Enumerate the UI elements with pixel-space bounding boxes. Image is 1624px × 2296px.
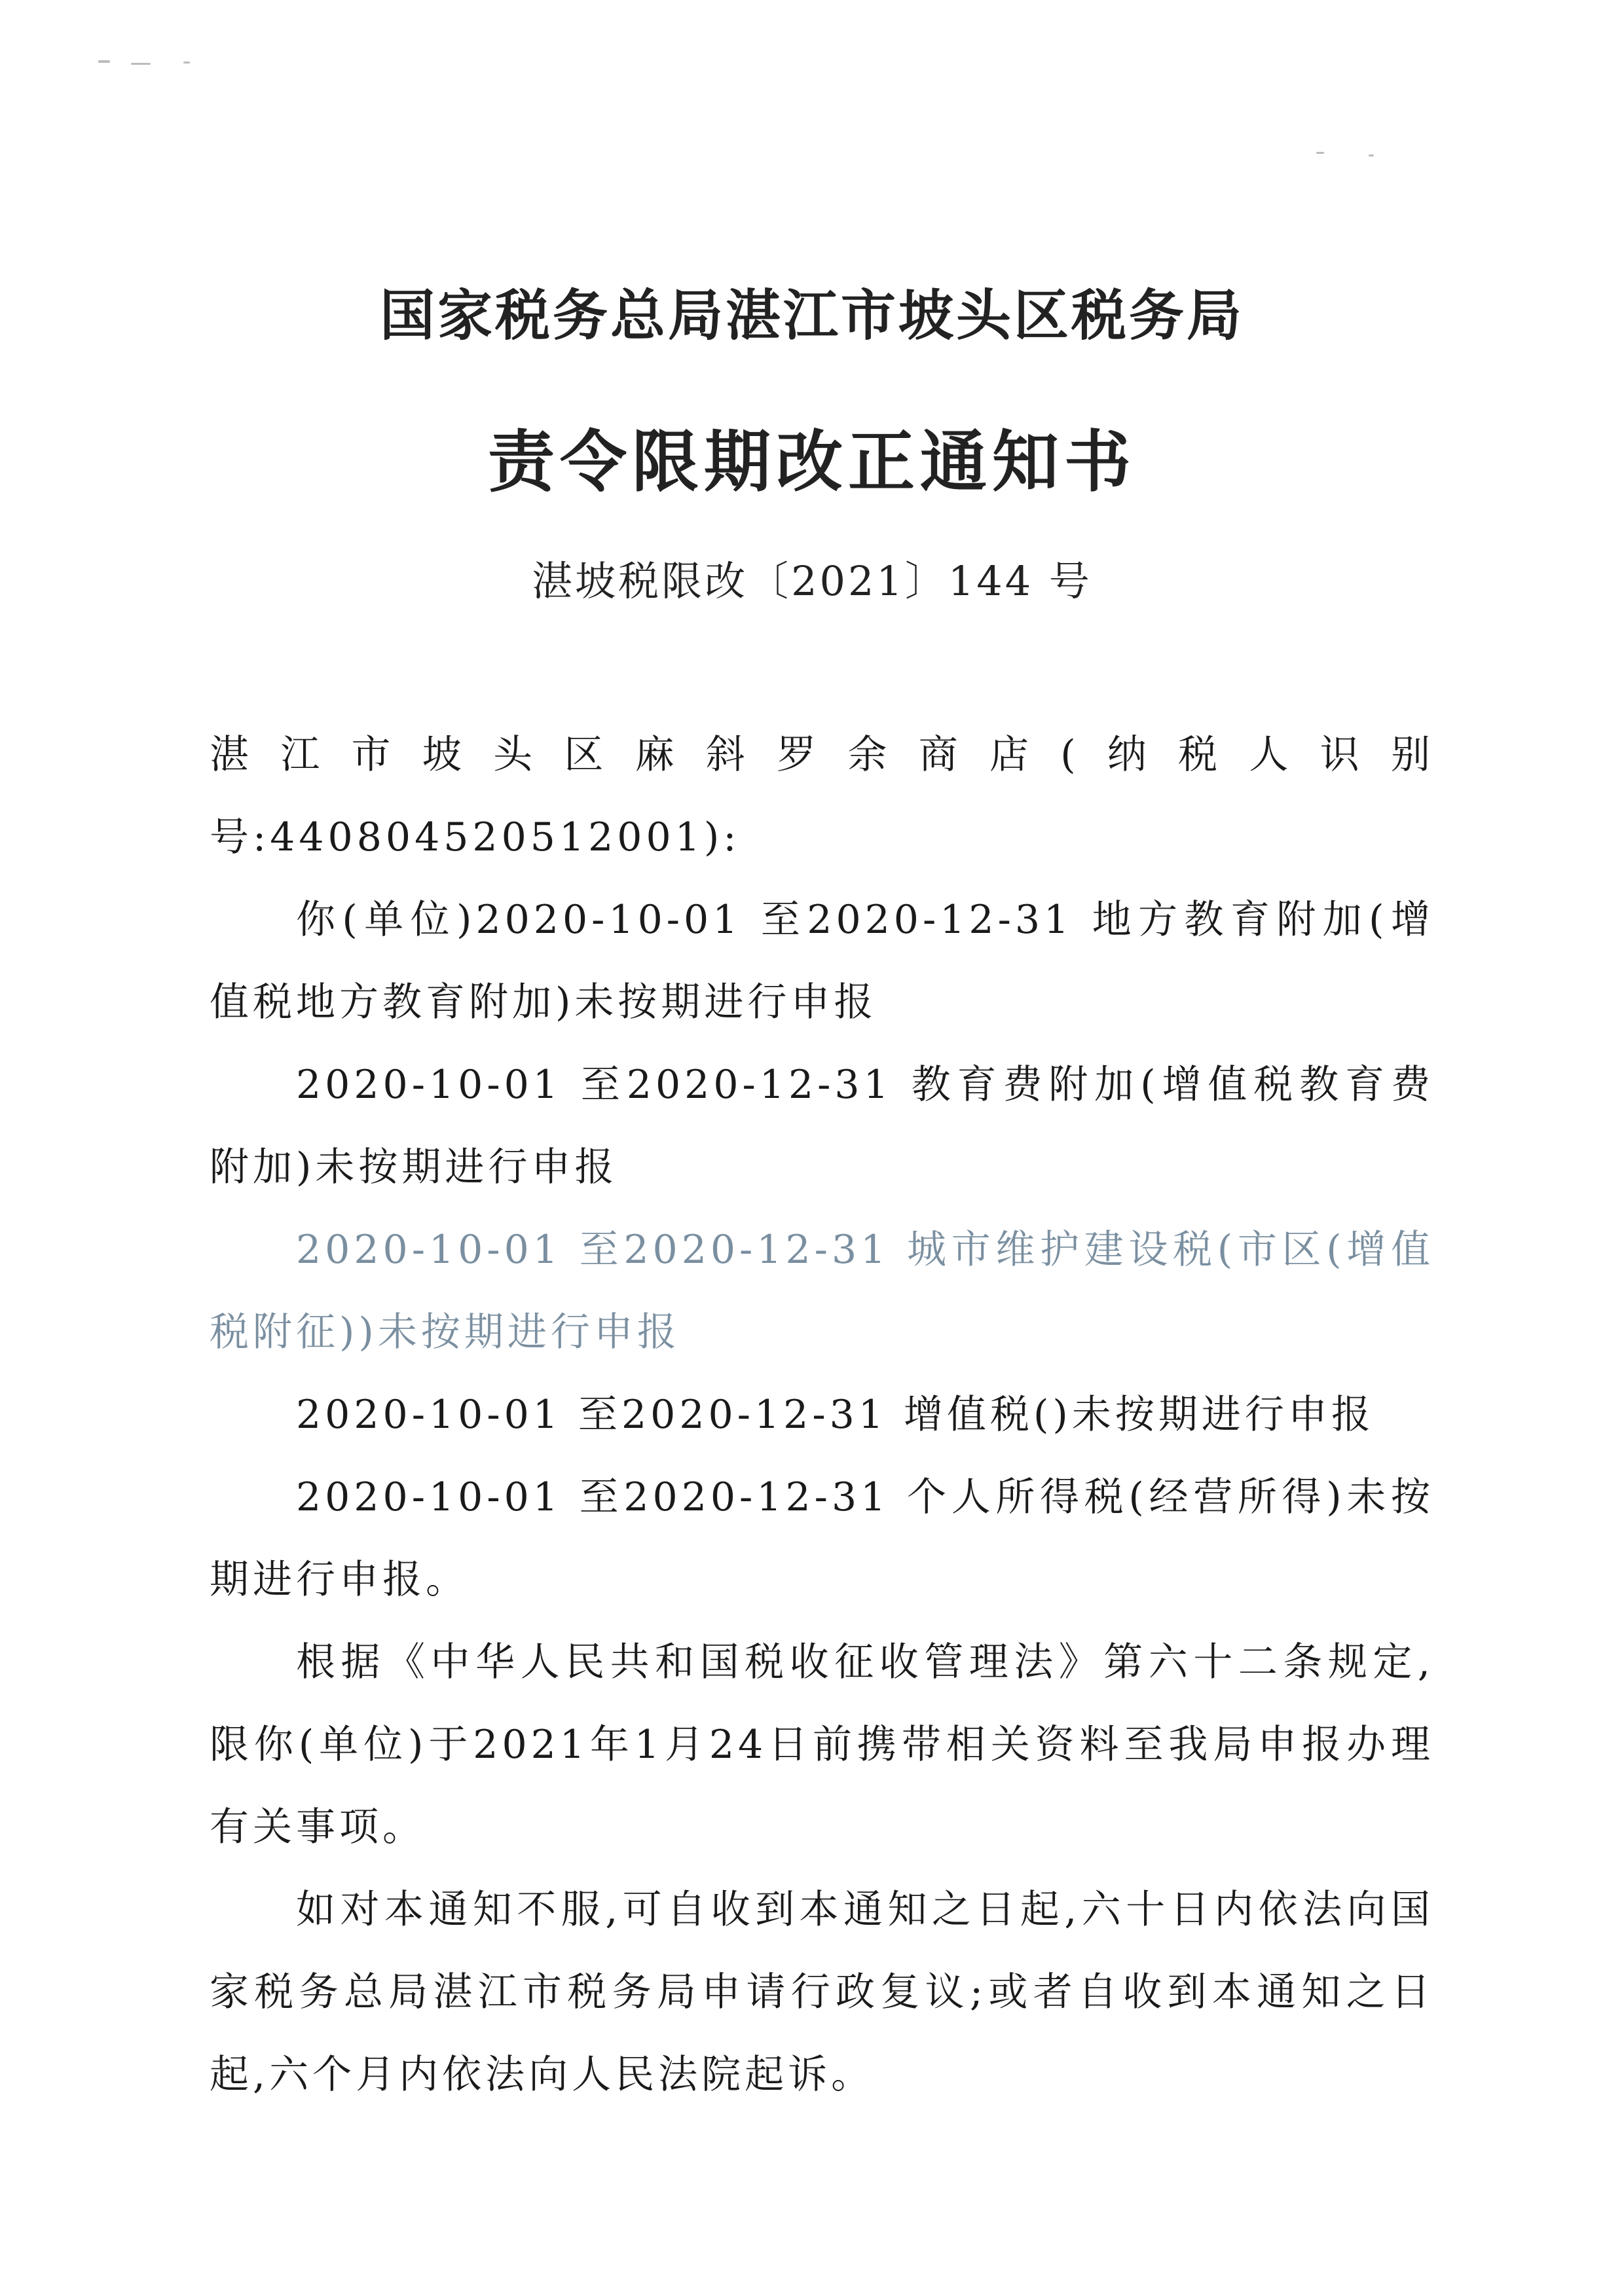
issuing-agency-heading: 国家税务总局湛江市坡头区税务局 <box>379 283 1244 348</box>
scan-artifact <box>98 60 110 63</box>
document-title: 责令限期改正通知书 <box>488 424 1136 501</box>
scan-artifact <box>183 62 190 64</box>
violation-item-urban-construction-tax: 2020-10-01 至2020-12-31 城市维护建设税(市区(增值税附征))未按期进行申报 <box>210 1227 1434 1355</box>
scan-artifact <box>1316 152 1324 154</box>
appeal-notice-paragraph: 如对本通知不服,可自收到本通知之日起,六十日内依法向国家税务总局湛江市税务局申请行政复议;或者自收到本通知之日起,六个月内依法向人民法院起诉。 <box>210 1887 1434 2098</box>
scan-artifact <box>131 63 151 65</box>
violation-item-personal-income-tax: 2020-10-01 至2020-12-31 个人所得税(经营所得)未按期进行申报。 <box>210 1474 1434 1603</box>
violation-item-local-education-surcharge: 你(单位)2020-10-01 至2020-12-31 地方教育附加(增值税地方教育附加)未按期进行申报 <box>210 897 1434 1025</box>
legal-basis-paragraph: 根据《中华人民共和国税收征收管理法》第六十二条规定,限你(单位)于2021年1月24日前携带相关资料至我局申报办理有关事项。 <box>210 1639 1434 1850</box>
scan-artifact <box>1369 155 1374 156</box>
notice-body <box>210 714 1434 2116</box>
violation-item-vat: 2020-10-01 至2020-12-31 增值税()未按期进行申报 <box>296 1392 1375 1438</box>
document-number: 湛坡税限改〔2021〕144 号 <box>532 557 1092 605</box>
addressee-line: 湛江市坡头区麻斜罗余商店(纳税人识别号:440804520512001): <box>210 732 1434 860</box>
violation-item-education-surcharge: 2020-10-01 至2020-12-31 教育费附加(增值税教育费附加)未按期进行申报 <box>210 1062 1434 1190</box>
